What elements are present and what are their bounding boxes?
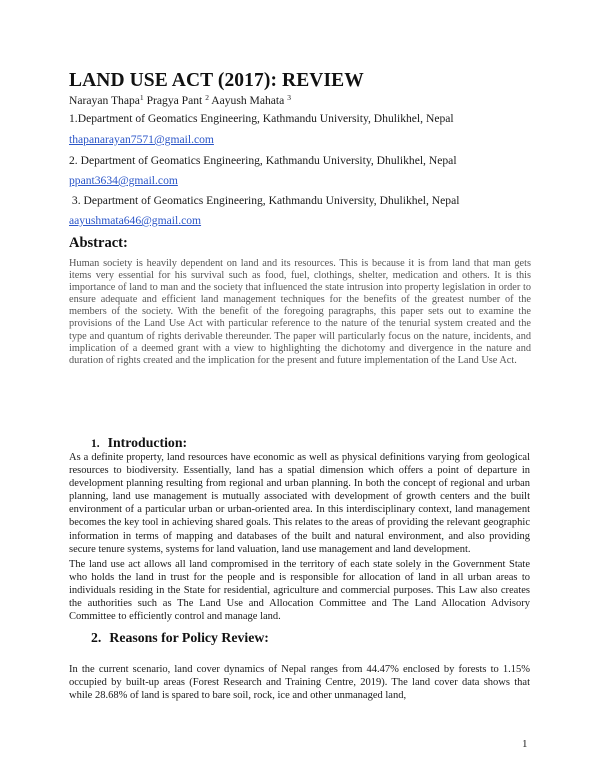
affiliation-1: 1.Department of Geomatics Engineering, Kathmandu University, Dhulikhel, Nepal: [69, 112, 454, 125]
author-superscript: 2: [205, 93, 209, 102]
page-number: 1: [522, 738, 528, 750]
section-number: 1.: [91, 438, 100, 450]
body-paragraph: In the current scenario, land cover dynamics of Nepal ranges from 44.47% enclosed by forests to 1.15% occupied by built-up areas (Forest Research and Training Centre, 2019). The land cover data shows that while 28.68% of land is spared to bare soil, rock, ice and other unmanaged land,: [69, 664, 530, 702]
author-name: Narayan Thapa: [69, 94, 140, 107]
email-link-3[interactable]: aayushmata646@gmail.com: [69, 214, 202, 227]
section-title: Introduction:: [107, 435, 188, 450]
section-heading-introduction: [91, 435, 187, 451]
affiliation-3: 3. Department of Geomatics Engineering, Kathmandu University, Dhulikhel, Nepal: [69, 194, 460, 207]
author-name: Aayush Mahata: [211, 94, 285, 107]
section-number: 2.: [91, 630, 102, 645]
abstract-heading: Abstract:: [69, 235, 128, 251]
author-name: Pragya Pant: [146, 94, 203, 107]
author-superscript: 3: [287, 93, 291, 102]
body-paragraph: As a definite property, land resources have economic as well as physical definitions varying from geological resources to biodiversity. Essentially, land has a spatial dimension which offers a point of departure in development planning resulting from regional and urban planning. In both the concept of regional and urban planning, land use management is mutually associated with development of growth centers and the built environment of a particular urban or urban-oriented area. In this interdisciplinary context, land management becomes the key tool in achieving shared goals. This relates to the areas of providing the relevant geographic information in terms of mapping and databases of the built and natural environment, and also providing secure tenure systems, systems for land valuation, land use management and land development.: [69, 452, 530, 555]
section-title: Reasons for Policy Review:: [109, 630, 269, 645]
email-link-2[interactable]: ppant3634@gmail.com: [69, 174, 178, 187]
email-link-1[interactable]: thapanarayan7571@gmail.com: [69, 133, 214, 146]
author-list: [69, 93, 291, 107]
author-superscript: 1: [139, 93, 144, 102]
paper-title: LAND USE ACT (2017): REVIEW: [69, 70, 364, 91]
abstract-text: Human society is heavily dependent on land and its resources. This is because it is from land that man gets items very essential for his survival such as food, fuel, clothings, shelter, medication and others. It is this importance of land to man and the society that influenced the state intrusion into property legislation in order to ensure adequate and efficient land management techniques for the benefits of the greatest number of the members of the society. With the benefit of the foregoing paragraphs, this paper sets out to examine the provisions of the Land Use Act with particular reference to the nature of the tenurial system created and the type and quantum of rights derivable thereunder. The paper will particularly focus on the nature, incidents, and implication of a deemed grant with a view to highlighting the dichotomy and divergence in the nature and duration of rights created and the implication for the present and future implementation of the Land Use Act.: [69, 258, 531, 366]
section-heading-policy-review: [91, 630, 269, 646]
affiliation-2: 2. Department of Geomatics Engineering, Kathmandu University, Dhulikhel, Nepal: [69, 154, 457, 167]
body-paragraph: The land use act allows all land compromised in the territory of each state solely in the Government State who holds the land in trust for the people and is responsible for allocation of land in all urban areas to individuals residing in the State for residential, agriculture and commercial purposes. This Law also creates the authorities such as The Land Use and Allocation Committee and The Land Allocation Advisory Committee to efficiently control and manage land.: [69, 559, 530, 623]
